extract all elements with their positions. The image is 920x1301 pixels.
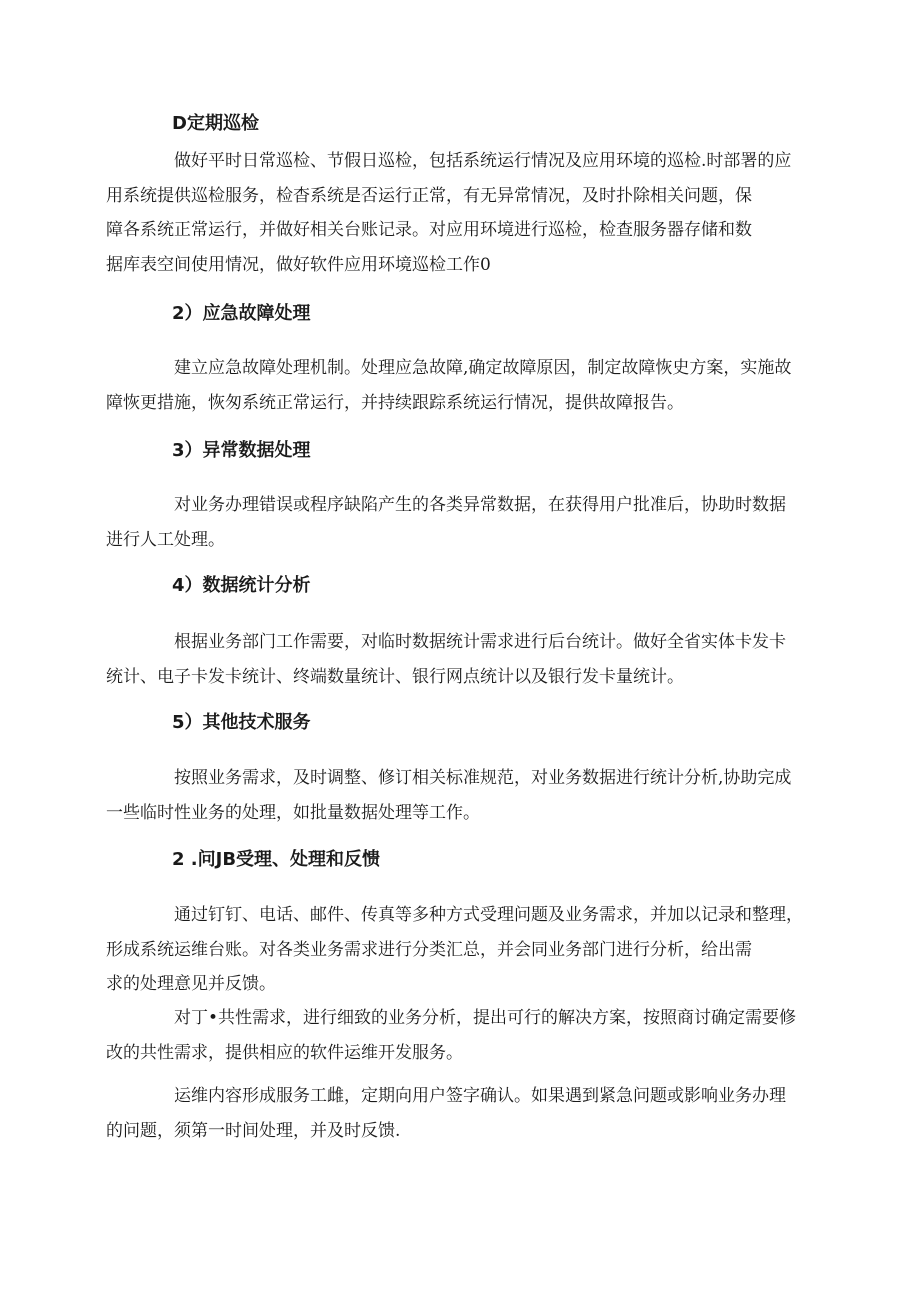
paragraph-line: 对业务办理错误或程序缺陷产生的各类异常数据，在获得用户批准后，协助时数据 [174,495,786,515]
section-heading-emergency-fault: 2）应急故障处理 [172,303,311,324]
paragraph-line: 统计、电子卡发卡统计、终端数量统计、银行网点统计以及银行发卡量统计。 [106,666,684,687]
paragraph-line: 对丁•共性需求，进行细致的业务分析，提出可行的解决方案，按照商讨确定需要修 [174,1008,797,1028]
paragraph-line: 的问题，须第一时间处理，并及时反馈. [106,1120,401,1141]
section-paragraph [106,761,792,830]
section-heading-other-services: 5）其他技术服务 [172,712,311,733]
paragraph-line: 求的处理意见并反馈。 [106,974,276,994]
paragraph-line: 做好平时日常巡检、节假日巡检，包括系统运行情况及应用环境的巡检.时部署的应 [174,151,792,171]
paragraph-line: 形成系统运维台账。对各类业务需求进行分类汇总，并会同业务部门进行分析，给出需 [106,939,752,960]
paragraph-line: 进行人工处理。 [106,529,225,550]
paragraph-line: 根据业务部门工作需要，对临时数据统计需求进行后台统计。做好全省实体卡发卡 [174,632,786,652]
paragraph-line: 用系统提供巡检服务，检杳系统是否运行正常，有无异常情况，及时扑除相关问题，保 [106,185,752,206]
paragraph-line: 建立应急故障处理机制。处理应急故障,确定故障原因，制定故障恢史方案，实施故 [174,358,792,378]
paragraph-line: 一些临时性业务的处理，如批量数据处理等工作。 [106,802,480,823]
section-paragraph [106,625,792,694]
paragraph-line: 改的共性需求，提供相应的软件运维开发服务。 [106,1042,463,1063]
paragraph-line: 障恢更措施，恢匆系统正常运行，并持续跟踪系统运行情况，提供故障报告。 [106,392,684,413]
paragraph-line: 运维内容形成服务工雌，定期向用户签字确认。如果遇到紧急问题或影响业务办理 [174,1086,786,1106]
paragraph-line: 通过钉钉、电话、邮件、传真等多种方式受理问题及业务需求，并加以记录和整理， [174,905,803,925]
section-paragraph [106,1001,797,1070]
section-heading-periodic-inspection: D定期巡检 [172,113,259,134]
paragraph-line: 据库表空间使用情况，做好软件应用环境巡检工作0 [106,254,491,275]
section-paragraph [106,898,803,1002]
section-paragraph [106,1079,792,1148]
section-heading-issue-handling: 2 .问JB受理、处理和反愦 [172,849,381,870]
paragraph-line: 障各系统正常运行，并做好相关台账记录。对应用环境进行巡检，检查服务器存储和数 [106,220,752,240]
section-paragraph [106,488,792,557]
section-paragraph [106,144,792,282]
paragraph-line: 按照业务需求，及时调整、修订相关标准规范，对业务数据进行统计分析,协助完成 [174,768,792,788]
section-heading-data-statistics: 4）数据统计分析 [172,575,311,596]
section-paragraph [106,351,792,420]
section-heading-abnormal-data: 3）异常数据处理 [172,440,311,461]
